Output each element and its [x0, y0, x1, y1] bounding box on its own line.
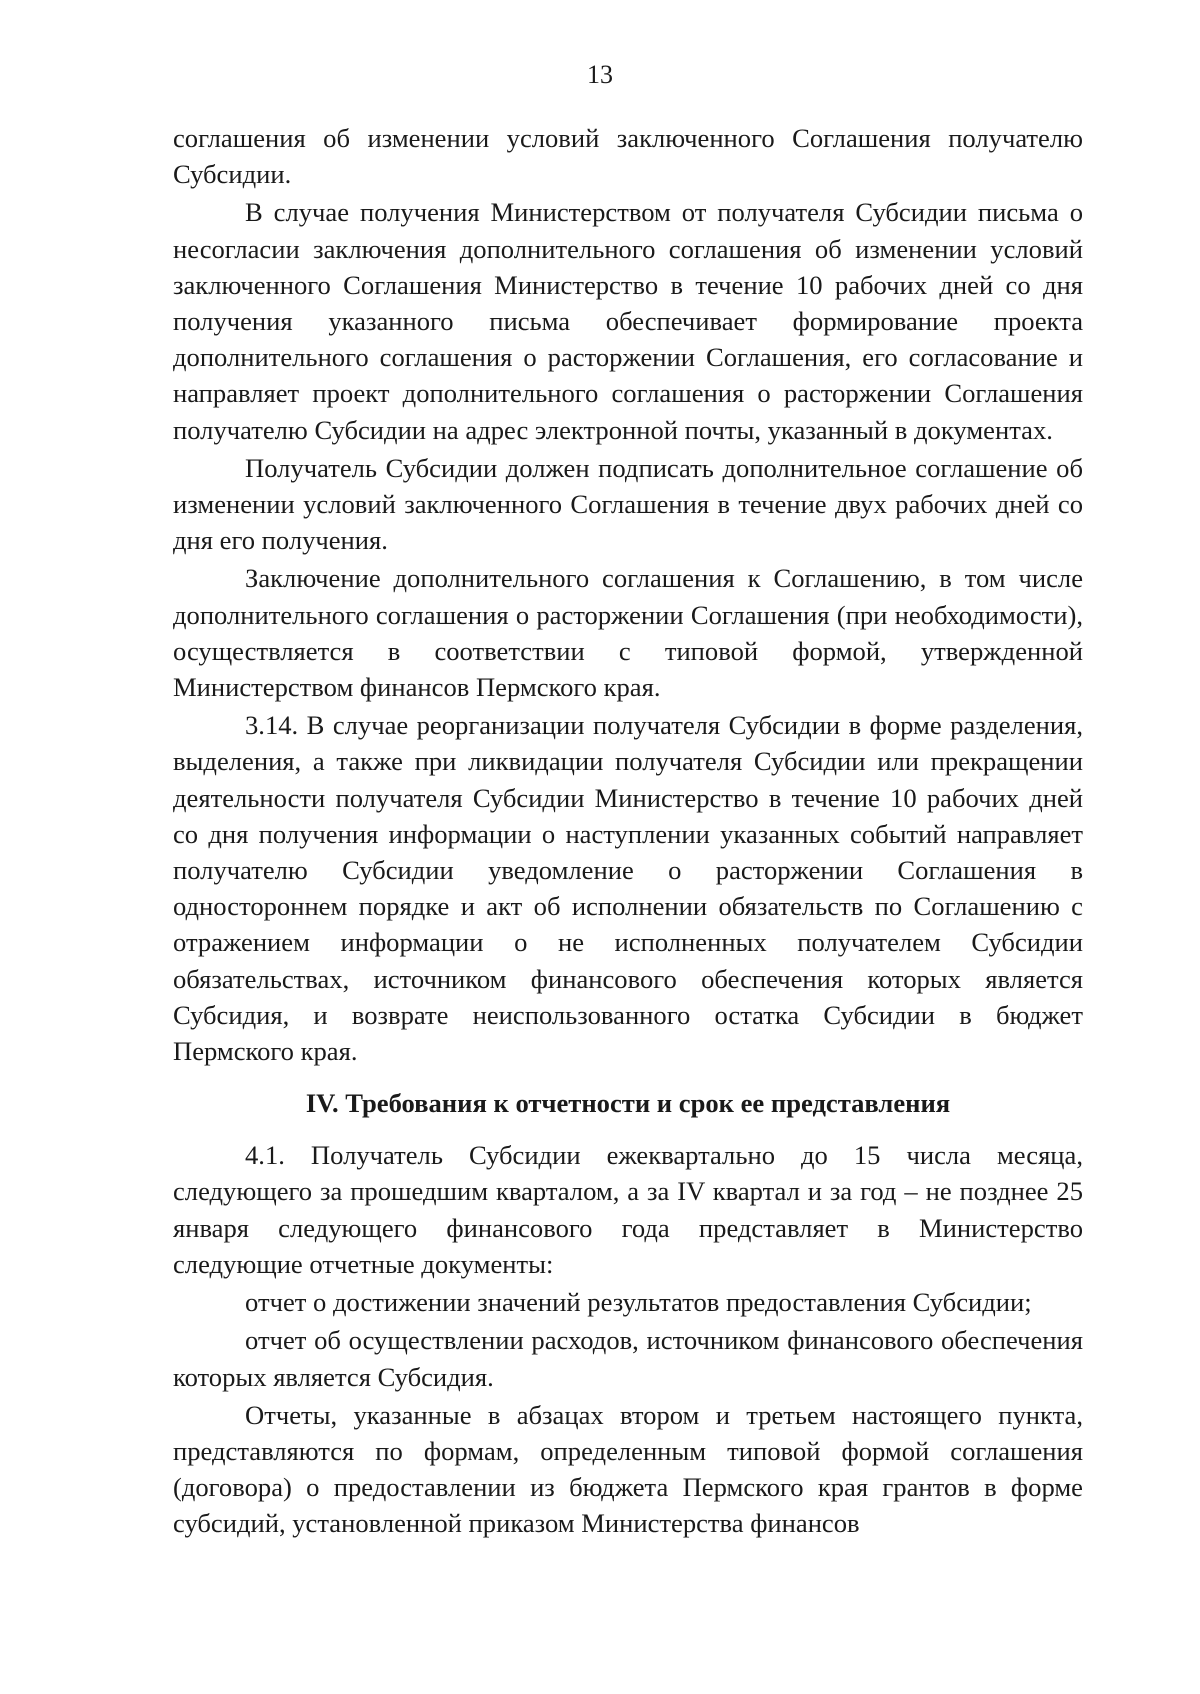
paragraph-3-14-reorganization: 3.14. В случае реорганизации получателя Субсидии в форме разделения, выделения, а также при ликвидации получателя Субсидии или прекращении деятельности получателя Субсидии Министерство в течение 10 рабочих дней со дня получения информации о наступлении указанных событий направляет получателю Субсидии уведомление о расторжении Соглашения в одностороннем порядке и акт об исполнении обязательств по Соглашению с отражением информации о не исполненных получателем Субсидии обязательствах, источником финансового обеспечения которых является Субсидия, и возврате неиспользованного остатка Субсидии в бюджет Пермского края. [173, 710, 1083, 1067]
paragraph-continuation: соглашения об изменении условий заключенного Соглашения получателю Субсидии. [173, 123, 1083, 190]
paragraph-4-1-reporting: 4.1. Получатель Субсидии ежеквартально до 15 числа месяца, следующего за прошедшим кварталом, а за IV квартал и за год – не позднее 25 января следующего финансового года представляет в Министерство следующие отчетные документы: [173, 1140, 1083, 1279]
paragraph-disagreement-letter: В случае получения Министерством от получателя Субсидии письма о несогласии заключения дополнительного соглашения об изменении условий заключенного Соглашения Министерство в течение 10 рабочих дней со дня получения указанного письма обеспечивает формирование проекта дополнительного соглашения о расторжении Соглашения, его согласование и направляет проект дополнительного соглашения о расторжении Соглашения получателю Субсидии на адрес электронной почты, указанный в документах. [173, 197, 1083, 445]
paragraph-recipient-sign: Получатель Субсидии должен подписать дополнительное соглашение об изменении условий заключенного Соглашения в течение двух рабочих дней со дня его получения. [173, 452, 1083, 556]
paragraph-supplementary-agreement: Заключение дополнительного соглашения к Соглашению, в том числе дополнительного соглашения о расторжении Соглашения (при необходимости), осуществляется в соответствии с типовой формой, утвержденной Министерством финансов Пермского края. [173, 563, 1083, 703]
section-heading-reporting: IV. Требования к отчетности и срок ее представления [305, 1088, 951, 1119]
paragraph-report-expenses: отчет об осуществлении расходов, источником финансового обеспечения которых является Субсидия. [173, 1325, 1083, 1392]
paragraph-report-results: отчет о достижении значений результатов предоставления Субсидии; [245, 1287, 1032, 1318]
page-number: 13 [587, 60, 613, 89]
document-body [173, 120, 1083, 1542]
paragraph-report-forms: Отчеты, указанные в абзацах втором и третьем настоящего пункта, представляются по формам, определенным типовой формой соглашения (договора) о предоставлении из бюджета Пермского края грантов в форме субсидий, установленной приказом Министерства финансов [173, 1399, 1083, 1539]
